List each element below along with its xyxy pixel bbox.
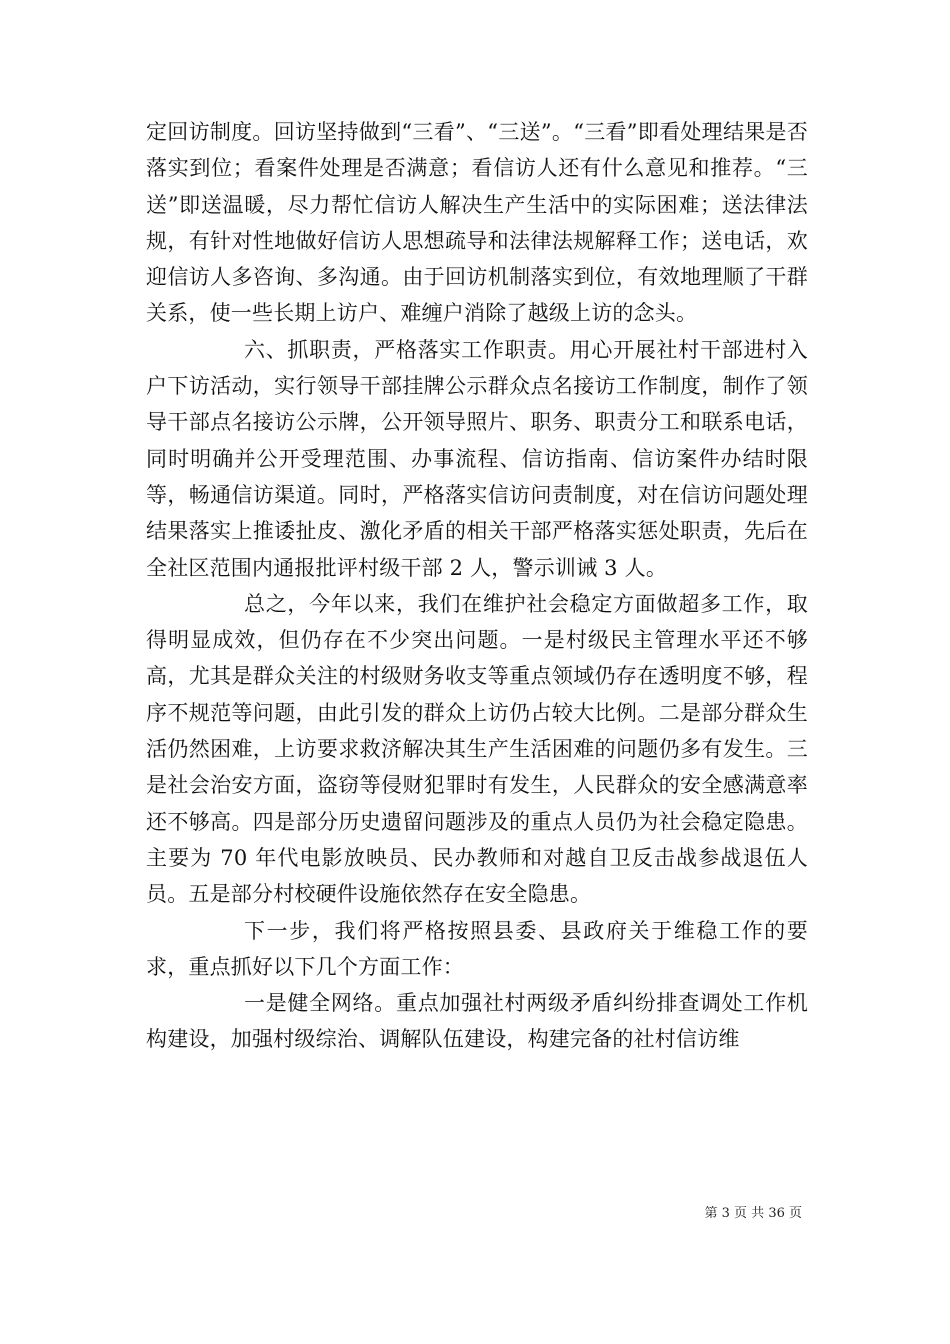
paragraph-followup-visits: 定回访制度。回访坚持做到“三看”、“三送”。“三看”即看处理结果是否落实到位；看案件处理是否满意；看信访人还有什么意见和推荐。“三送”即送温暖，尽力帮忙信访人解决生产生活中的实际困难；送法律法规，有针对性地做好信访人思想疏导和法律法规解释工作；送电话，欢迎信访人多咨询、多沟通。由于回访机制落实到位，有效地理顺了干群关系，使一些长期上访户、难缠户消除了越级上访的念头。 xyxy=(146,120,808,326)
paragraph-network: 一是健全网络。重点加强社村两级矛盾纠纷排查调处工作机构建设，加强村级综治、调解队伍建设，构建完备的社村信访维 xyxy=(146,991,808,1052)
paragraph-next-steps: 下一步，我们将严格按照县委、县政府关于维稳工作的要求，重点抓好以下几个方面工作： xyxy=(146,918,808,979)
document-body xyxy=(146,114,808,1058)
paragraph-summary: 总之，今年以来，我们在维护社会稳定方面做超多工作，取得明显成效，但仍存在不少突出问题。一是村级民主管理水平还不够高，尤其是群众关注的村级财务收支等重点领域仍存在透明度不够，程序不规范等问题，由此引发的群众上访仍占较大比例。二是部分群众生活仍然困难，上访要求救济解决其生产生活困难的问题仍多有发生。三是社会治安方面，盗窃等侵财犯罪时有发生，人民群众的安全感满意率还不够高。四是部分历史遗留问题涉及的重点人员仍为社会稳定隐患。主要为 70 年代电影放映员、民办教师和对越自卫反击战参战退伍人员。五是部分村校硬件设施依然存在安全隐患。 xyxy=(146,591,808,907)
page-number: 第 3 页 共 36 页 xyxy=(704,1206,802,1221)
paragraph-responsibility: 六、抓职责，严格落实工作职责。用心开展社村干部进村入户下访活动，实行领导干部挂牌公示群众点名接访工作制度，制作了领导干部点名接访公示牌，公开领导照片、职务、职责分工和联系电话，同时明确并公开受理范围、办事流程、信访指南、信访案件办结时限等，畅通信访渠道。同时，严格落实信访问责制度，对在信访问题处理结果落实上推诿扯皮、激化矛盾的相关干部严格落实惩处职责，先后在全社区范围内通报批评村级干部 2 人，警示训诫 3 人。 xyxy=(146,337,808,580)
